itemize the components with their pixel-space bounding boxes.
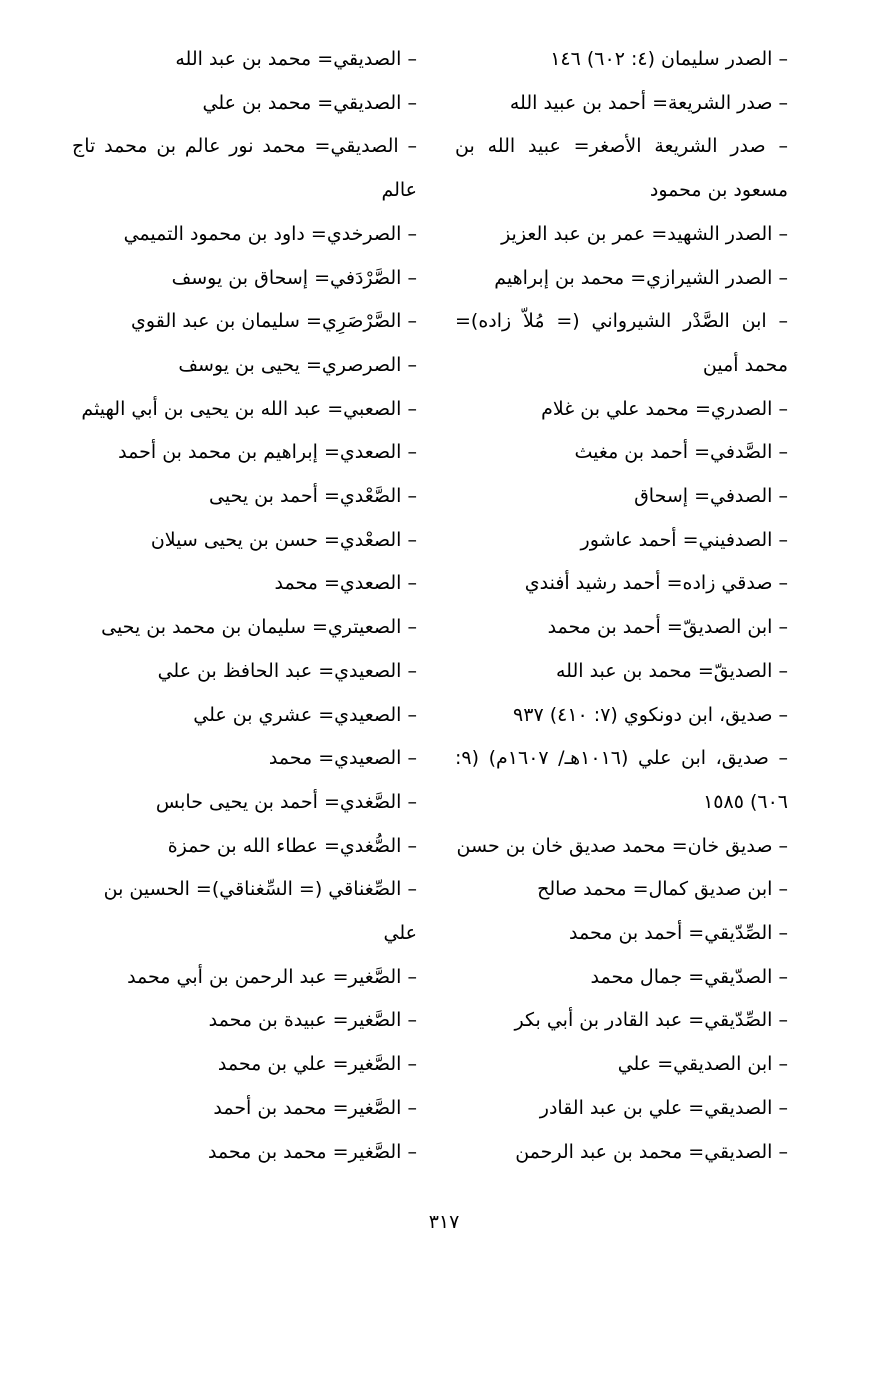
page-number: ٣١٧ bbox=[428, 1211, 460, 1233]
index-entry: – الصعيدي= عبد الحافظ بن علي bbox=[157, 659, 417, 682]
index-entry: – صدر الشريعة الأصغر= عبيد الله بن مسعود بن محمود bbox=[455, 135, 788, 202]
index-entry: – ابن الصديقي= علي bbox=[617, 1053, 788, 1076]
index-entry: – صدر الشريعة= أحمد بن عبيد الله bbox=[509, 91, 788, 114]
index-entry: – الصَّدفي= أحمد بن مغيث bbox=[574, 441, 788, 464]
index-entry: – صديق، ابن علي (١٠١٦هـ/ ١٦٠٧م) (٩: ٦٠٦) ١٥٨٥ bbox=[455, 747, 788, 813]
index-entry: – الصديقي= محمد بن علي bbox=[202, 91, 417, 114]
index-entry: – الصعيدي= عشري بن علي bbox=[193, 703, 417, 726]
index-entry: – الصَّعْدي= أحمد بن يحيى bbox=[209, 485, 417, 508]
index-entry: – الصعبي= عبد الله بن يحيى بن أبي الهيثم bbox=[81, 397, 417, 420]
index-entry: – الصعيتري= سليمان بن محمد بن يحيى bbox=[101, 616, 417, 639]
index-entry: – الصَّغير= عبيدة بن محمد bbox=[208, 1009, 417, 1032]
index-entry: – الصَّغير= محمد بن أحمد bbox=[213, 1096, 417, 1119]
index-entry: – الصدري= محمد علي بن غلام bbox=[541, 397, 788, 420]
index-entry: – الصُّغدي= عطاء الله بن حمزة bbox=[167, 834, 417, 857]
index-entry: – الصِّدّيقي= أحمد بن محمد bbox=[569, 922, 788, 945]
index-entry: – الصديقي= محمد نور عالم بن محمد تاج عالم bbox=[72, 135, 417, 202]
index-entry: – صديق خان= محمد صديق خان بن حسن bbox=[456, 834, 788, 857]
index-entry: – الصرصري= يحيى بن يوسف bbox=[178, 353, 417, 376]
index-entry: – الصرخدي= داود بن محمود التميمي bbox=[123, 222, 417, 245]
index-column-right bbox=[455, 38, 788, 1174]
index-entry: – الصديقّ= محمد بن عبد الله bbox=[555, 659, 788, 682]
index-entry: – الصَّغير= علي بن محمد bbox=[217, 1053, 417, 1076]
index-entry: – ابن الصديقّ= أحمد بن محمد bbox=[547, 616, 788, 639]
index-column-left bbox=[72, 38, 417, 1174]
index-entry: – الصدفيني= أحمد عاشور bbox=[580, 528, 788, 551]
index-entry: – ابن الصَّدْر الشيرواني (= مُلاّ زاده)= محمد أمين bbox=[455, 310, 788, 376]
index-entry: – الصَّغير= محمد بن محمد bbox=[207, 1140, 417, 1163]
index-entry: – الصَّرْصَرِي= سليمان بن عبد القوي bbox=[131, 310, 417, 333]
index-entry: – الصِّغناقي (= السِّغناقي)= الحسين بن علي bbox=[103, 878, 417, 945]
index-entry: – ابن صديق كمال= محمد صالح bbox=[537, 878, 788, 901]
index-entry: – الصديقي= علي بن عبد القادر bbox=[539, 1096, 788, 1119]
index-entry: – الصعْدي= حسن بن يحيى سيلان bbox=[150, 528, 417, 551]
index-entry: – الصدر الشيرازي= محمد بن إبراهيم bbox=[494, 266, 788, 289]
index-entry: – الصدفي= إسحاق bbox=[634, 485, 788, 508]
index-entry: – الصديقي= محمد بن عبد الله bbox=[175, 48, 417, 70]
index-entry: – الصَّغدي= أحمد بن يحيى حابس bbox=[155, 790, 417, 813]
index-entry: – صدقي زاده= أحمد رشيد أفندي bbox=[524, 572, 788, 595]
index-entry: – الصَّرْدَفي= إسحاق بن يوسف bbox=[171, 266, 417, 289]
index-entry: – الصديقي= محمد بن عبد الرحمن bbox=[515, 1140, 788, 1163]
index-entry: – الصَّغير= عبد الرحمن بن أبي محمد bbox=[127, 965, 417, 988]
index-entry: – الصدر سليمان (٤: ٦٠٢) ١٤٦ bbox=[550, 48, 788, 70]
index-entry: – الصدر الشهيد= عمر بن عبد العزيز bbox=[501, 222, 788, 245]
index-entry: – الصعيدي= محمد bbox=[268, 747, 417, 770]
index-entry: – الصعدي= محمد bbox=[274, 572, 417, 595]
index-entry: – الصدّيقي= جمال محمد bbox=[590, 965, 788, 988]
index-entry: – صديق، ابن دونكوي (٧: ٤١٠) ٩٣٧ bbox=[513, 703, 788, 726]
index-entry: – الصعدي= إبراهيم بن محمد بن أحمد bbox=[118, 441, 417, 464]
index-entry: – الصِّدّيقي= عبد القادر بن أبي بكر bbox=[514, 1009, 788, 1032]
